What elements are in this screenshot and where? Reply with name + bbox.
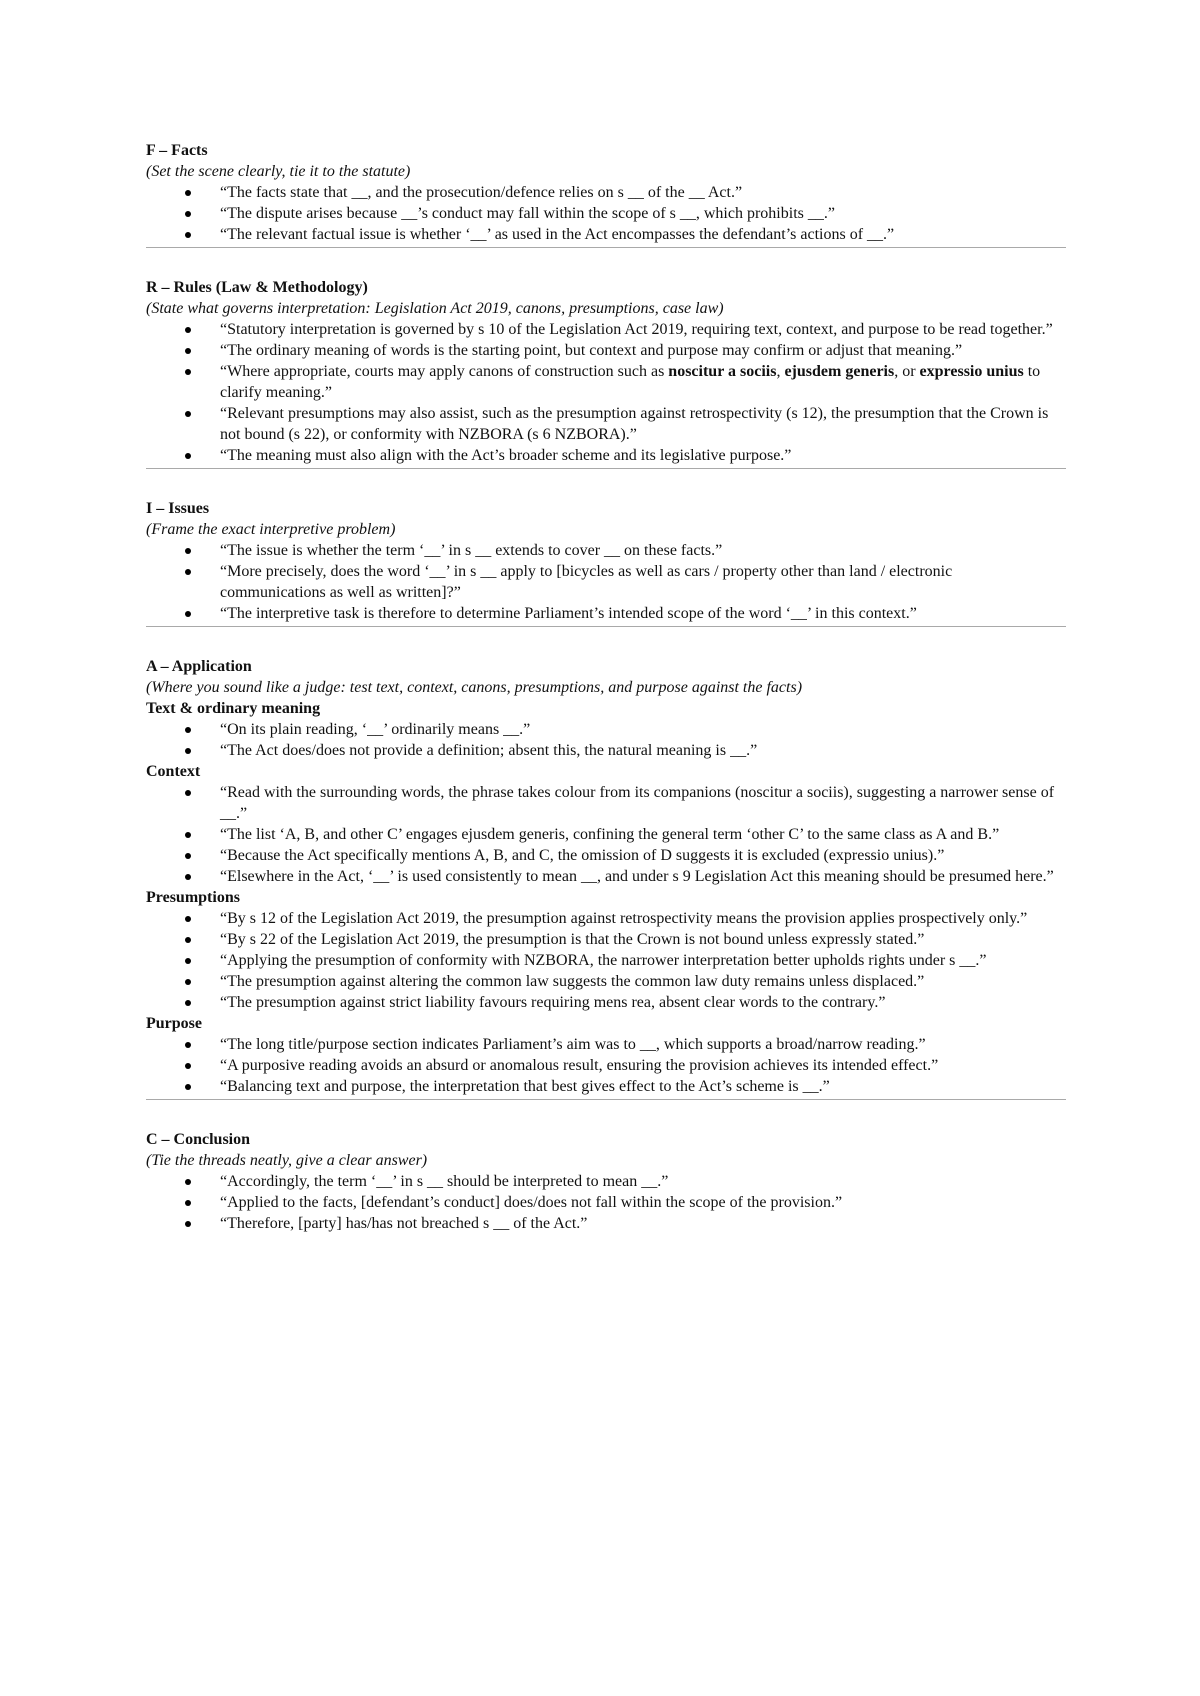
list-item-text: “Statutory interpretation is governed by s 10 of the Legislation Act 2019, requiring text, context, and purpose to be read together.” — [220, 321, 1053, 338]
list-item — [146, 319, 1066, 340]
bullet-icon — [185, 348, 191, 354]
list-item-text: “Therefore, [party] has/has not breached s __ of the Act.” — [220, 1215, 588, 1232]
list-item-text: “Balancing text and purpose, the interpretation that best gives effect to the Act’s scheme is __.” — [220, 1078, 830, 1095]
section-subtitle: (Tie the threads neatly, give a clear answer) — [146, 1152, 428, 1169]
bullet-icon — [185, 1084, 191, 1090]
bullet-list — [146, 182, 1066, 245]
bullet-list — [146, 1034, 1066, 1097]
section-title: I – Issues — [146, 500, 210, 517]
bullet-icon — [185, 569, 191, 575]
bullet-icon — [185, 958, 191, 964]
section-subtitle: (Where you sound like a judge: test text, context, canons, presumptions, and purpose against the facts) — [146, 679, 803, 696]
subsection-heading: Presumptions — [146, 889, 240, 906]
bullet-list — [146, 540, 1066, 624]
section-subtitle: (State what governs interpretation: Legislation Act 2019, canons, presumptions, case law) — [146, 300, 724, 317]
bullet-list — [146, 782, 1066, 887]
section-subtitle: (Set the scene clearly, tie it to the statute) — [146, 163, 411, 180]
bullet-icon — [185, 790, 191, 796]
list-item — [146, 1171, 1066, 1192]
list-item-text: “The ordinary meaning of words is the starting point, but context and purpose may confirm or adjust that meaning.” — [220, 342, 963, 359]
list-item-text: “On its plain reading, ‘__’ ordinarily means __.” — [220, 721, 531, 738]
list-item-text: “Accordingly, the term ‘__’ in s __ should be interpreted to mean __.” — [220, 1173, 669, 1190]
list-item-text: “The presumption against altering the common law suggests the common law duty remains unless displaced.” — [220, 973, 925, 990]
list-item — [146, 1076, 1066, 1097]
bullet-icon — [185, 1042, 191, 1048]
bullet-icon — [185, 1000, 191, 1006]
bullet-icon — [185, 916, 191, 922]
list-item — [146, 971, 1066, 992]
list-item — [146, 929, 1066, 950]
list-item — [146, 203, 1066, 224]
list-item — [146, 782, 1066, 824]
bullet-icon — [185, 232, 191, 238]
subsection-heading: Purpose — [146, 1015, 202, 1032]
list-item-text: “By s 22 of the Legislation Act 2019, the presumption is that the Crown is not bound unless expressly stated.” — [220, 931, 925, 948]
list-item — [146, 950, 1066, 971]
document-page — [146, 140, 1066, 1234]
list-item — [146, 1213, 1066, 1234]
list-item-text: “Elsewhere in the Act, ‘__’ is used consistently to mean __, and under s 9 Legislation Act this meaning should be presumed here.” — [220, 868, 1054, 885]
list-item-text: “The list ‘A, B, and other C’ engages ejusdem generis, confining the general term ‘other C’ to the same class as A and B.” — [220, 826, 1000, 843]
bullet-icon — [185, 190, 191, 196]
list-item — [146, 182, 1066, 203]
bullet-list — [146, 908, 1066, 1013]
list-item — [146, 866, 1066, 887]
bullet-icon — [185, 979, 191, 985]
bullet-icon — [185, 748, 191, 754]
list-item — [146, 1034, 1066, 1055]
section-issues — [146, 498, 1066, 656]
list-item — [146, 845, 1066, 866]
bullet-icon — [185, 453, 191, 459]
list-item — [146, 824, 1066, 845]
list-item — [146, 361, 1066, 403]
bullet-icon — [185, 937, 191, 943]
list-item-text: “Because the Act specifically mentions A, B, and C, the omission of D suggests it is excluded (expressio unius).” — [220, 847, 945, 864]
list-item-text: “The interpretive task is therefore to determine Parliament’s intended scope of the word ‘__’ in this context.” — [220, 605, 917, 622]
list-item — [146, 992, 1066, 1013]
list-item-text: “The relevant factual issue is whether ‘__’ as used in the Act encompasses the defendant’s actions of __.” — [220, 226, 895, 243]
bullet-icon — [185, 853, 191, 859]
list-item — [146, 540, 1066, 561]
section-title: R – Rules (Law & Methodology) — [146, 279, 368, 296]
section-subtitle: (Frame the exact interpretive problem) — [146, 521, 396, 538]
list-item-text: “The issue is whether the term ‘__’ in s __ extends to cover __ on these facts.” — [220, 542, 723, 559]
list-item-text: “By s 12 of the Legislation Act 2019, the presumption against retrospectivity means the provision applies prospectively only.” — [220, 910, 1028, 927]
list-item-text: “A purposive reading avoids an absurd or anomalous result, ensuring the provision achieves its intended effect.” — [220, 1057, 939, 1074]
section-title: A – Application — [146, 658, 252, 675]
list-item-text: “Applying the presumption of conformity with NZBORA, the narrower interpretation better upholds rights under s __.” — [220, 952, 987, 969]
section-title: C – Conclusion — [146, 1131, 251, 1148]
list-item-text: “Applied to the facts, [defendant’s conduct] does/does not fall within the scope of the provision.” — [220, 1194, 843, 1211]
list-item — [146, 403, 1066, 445]
list-item-text: “The meaning must also align with the Act’s broader scheme and its legislative purpose.” — [220, 447, 792, 464]
section-conclusion — [146, 1129, 1066, 1234]
section-rules — [146, 277, 1066, 498]
list-item — [146, 1192, 1066, 1213]
bullet-icon — [185, 1063, 191, 1069]
list-item — [146, 740, 1066, 761]
section-title: F – Facts — [146, 142, 208, 159]
list-item — [146, 603, 1066, 624]
bullet-icon — [185, 1221, 191, 1227]
list-item-text: “Where appropriate, courts may apply canons of construction such as noscitur a sociis, ejusdem generis, or expressio unius to clarify meaning.” — [220, 363, 1041, 401]
bullet-list — [146, 719, 1066, 761]
list-item — [146, 1055, 1066, 1076]
bold-term: ejusdem generis — [784, 363, 895, 380]
subsection-heading: Context — [146, 763, 201, 780]
bullet-icon — [185, 1200, 191, 1206]
list-item-text: “Read with the surrounding words, the phrase takes colour from its companions (noscitur a sociis), suggesting a narrower sense of __.” — [220, 784, 1055, 822]
bullet-icon — [185, 327, 191, 333]
bullet-list — [146, 1171, 1066, 1234]
list-item — [146, 340, 1066, 361]
list-item-text: “The dispute arises because __’s conduct may fall within the scope of s __, which prohibits __.” — [220, 205, 835, 222]
bullet-icon — [185, 548, 191, 554]
section-application — [146, 656, 1066, 1129]
list-item-text: “The facts state that __, and the prosecution/defence relies on s __ of the __ Act.” — [220, 184, 743, 201]
list-item-text: “The presumption against strict liability favours requiring mens rea, absent clear words to the contrary.” — [220, 994, 886, 1011]
bullet-icon — [185, 411, 191, 417]
list-item-text: “The long title/purpose section indicates Parliament’s aim was to __, which supports a broad/narrow reading.” — [220, 1036, 926, 1053]
subsection-heading: Text & ordinary meaning — [146, 700, 321, 717]
list-item — [146, 719, 1066, 740]
bullet-icon — [185, 369, 191, 375]
bullet-icon — [185, 832, 191, 838]
section-facts — [146, 140, 1066, 277]
list-item-text: “Relevant presumptions may also assist, such as the presumption against retrospectivity (s 12), the presumption that the Crown is not bound (s 22), or conformity with NZBORA (s 6 NZBORA).” — [220, 405, 1049, 443]
list-item — [146, 908, 1066, 929]
bullet-list — [146, 319, 1066, 466]
bullet-icon — [185, 727, 191, 733]
list-item — [146, 445, 1066, 466]
list-item — [146, 561, 1066, 603]
list-item-text: “The Act does/does not provide a definition; absent this, the natural meaning is __.” — [220, 742, 758, 759]
list-item — [146, 224, 1066, 245]
bullet-icon — [185, 611, 191, 617]
bullet-icon — [185, 874, 191, 880]
bold-term: noscitur a sociis — [668, 363, 777, 380]
bullet-icon — [185, 211, 191, 217]
list-item-text: “More precisely, does the word ‘__’ in s __ apply to [bicycles as well as cars / property other than land / electronic communications as well as written]?” — [220, 563, 953, 601]
bold-term: expressio unius — [919, 363, 1024, 380]
bullet-icon — [185, 1179, 191, 1185]
